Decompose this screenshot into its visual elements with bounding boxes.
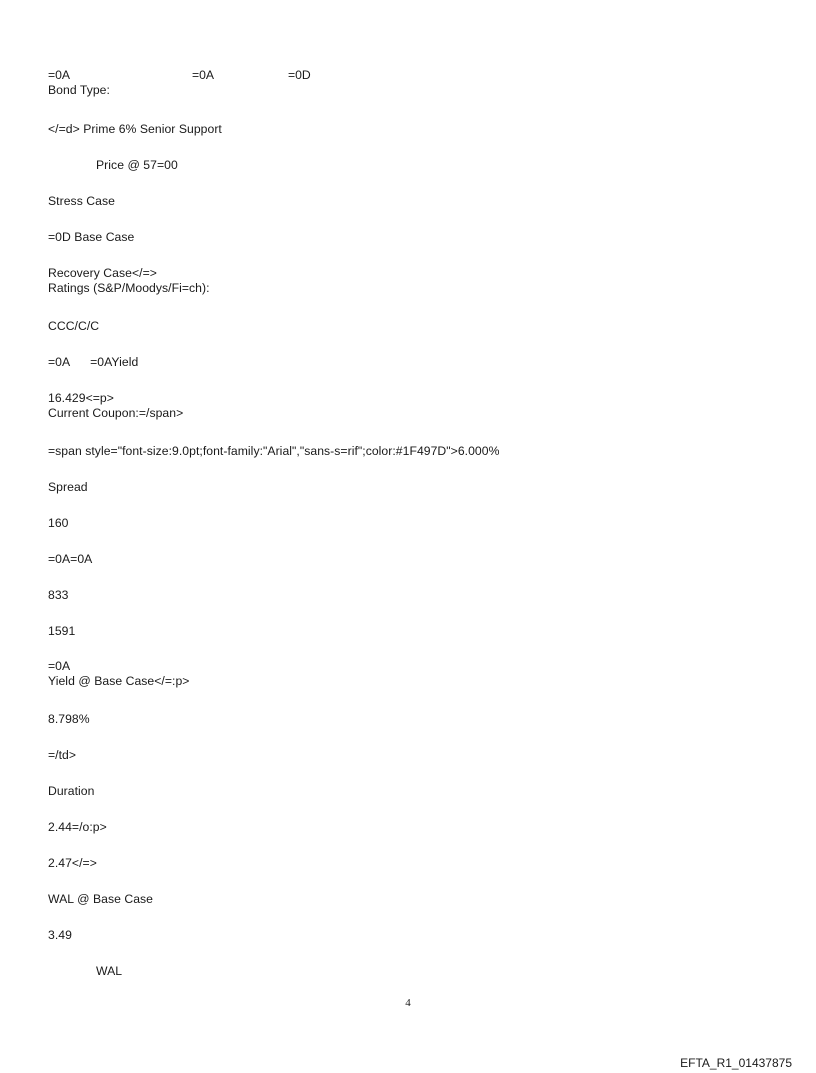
- duration-value-2: 2.47</=>: [48, 856, 97, 870]
- coupon-value-line: =span style="font-size:9.0pt;font-family:"Arial","sans-s=rif";color:#1F497D">6.000%: [48, 444, 500, 458]
- header-token-1: =0A: [48, 68, 71, 82]
- wal-base-case-value: 3.49: [48, 928, 72, 942]
- ratings-value: CCC/C/C: [48, 319, 100, 333]
- td-line: =/td>: [48, 748, 77, 762]
- spread-label: Spread: [48, 480, 88, 494]
- value-1591: 1591: [48, 624, 76, 638]
- stress-case-line: Stress Case: [48, 194, 115, 208]
- duration-label: Duration: [48, 784, 95, 798]
- recovery-case-line: Recovery Case</=>: [48, 266, 157, 280]
- bond-type-value: </=d> Prime 6% Senior Support: [48, 122, 222, 136]
- spread-value: 160: [48, 516, 69, 530]
- yield-base-case-label: Yield @ Base Case</=:p>: [48, 674, 190, 688]
- duration-value-1: 2.44=/o:p>: [48, 820, 107, 834]
- current-coupon-label: Current Coupon:=/span>: [48, 406, 184, 420]
- encoded-line: =0A=0A: [48, 552, 93, 566]
- encoded-line-2: =0A: [48, 659, 71, 673]
- document-id: EFTA_R1_01437875: [680, 1056, 792, 1070]
- price-line: Price @ 57=00: [96, 158, 178, 172]
- bond-type-label: Bond Type:: [48, 83, 110, 97]
- page-number: 4: [405, 997, 411, 1009]
- wal-label: WAL: [96, 964, 123, 978]
- header-token-3: =0D: [288, 68, 311, 82]
- value-833: 833: [48, 588, 69, 602]
- yield-value: 16.429<=p>: [48, 391, 114, 405]
- yield-label-line: =0A =0AYield: [48, 355, 139, 369]
- yield-base-case-value: 8.798%: [48, 712, 90, 726]
- base-case-line: =0D Base Case: [48, 230, 135, 244]
- ratings-label: Ratings (S&P/Moodys/Fi=ch):: [48, 281, 210, 295]
- header-token-2: =0A: [192, 68, 215, 82]
- wal-base-case-label: WAL @ Base Case: [48, 892, 154, 906]
